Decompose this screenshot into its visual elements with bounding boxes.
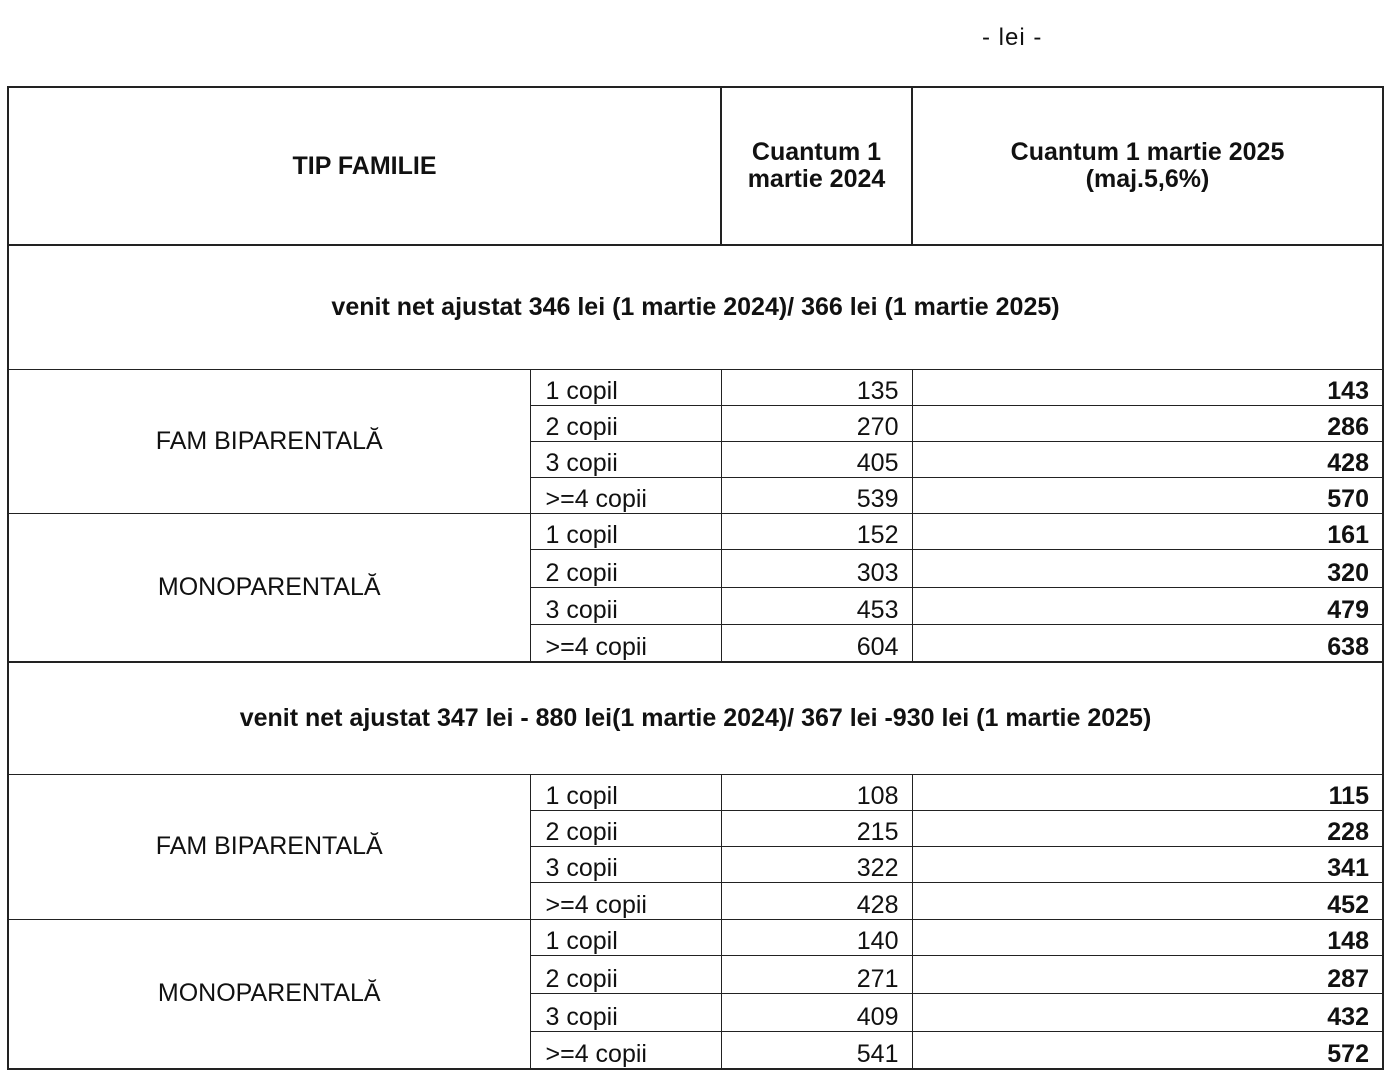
row-label: >=4 copii [530, 882, 721, 919]
table-row [8, 774, 1383, 810]
group-name: FAM BIPARENTALĂ [8, 774, 530, 919]
value-2024: 409 [721, 993, 912, 1031]
value-2025: 143 [912, 369, 1383, 405]
value-2024: 215 [721, 810, 912, 846]
row-label: 3 copii [530, 441, 721, 477]
value-2025: 570 [912, 477, 1383, 513]
row-label: 3 copii [530, 993, 721, 1031]
value-2025: 432 [912, 993, 1383, 1031]
value-2024: 604 [721, 624, 912, 662]
value-2024: 428 [721, 882, 912, 919]
section-title: venit net ajustat 347 lei - 880 lei(1 martie 2024)/ 367 lei -930 lei (1 martie 2025) [8, 662, 1383, 774]
value-2024: 108 [721, 774, 912, 810]
value-2024: 303 [721, 549, 912, 587]
value-2024: 271 [721, 955, 912, 993]
group-name: MONOPARENTALĂ [8, 513, 530, 662]
value-2024: 539 [721, 477, 912, 513]
allowance-table [7, 86, 1384, 1070]
row-label: 2 copii [530, 549, 721, 587]
value-2024: 152 [721, 513, 912, 549]
value-2024: 453 [721, 587, 912, 624]
group-name: FAM BIPARENTALĂ [8, 369, 530, 513]
value-2024: 135 [721, 369, 912, 405]
row-label: 2 copii [530, 955, 721, 993]
header-2025: Cuantum 1 martie 2025 (maj.5,6%) [912, 87, 1383, 245]
value-2024: 140 [721, 919, 912, 955]
row-label: 1 copil [530, 774, 721, 810]
value-2025: 148 [912, 919, 1383, 955]
section-header-row [8, 245, 1383, 369]
value-2025: 228 [912, 810, 1383, 846]
row-label: >=4 copii [530, 624, 721, 662]
row-label: 2 copii [530, 405, 721, 441]
value-2025: 638 [912, 624, 1383, 662]
group-name: MONOPARENTALĂ [8, 919, 530, 1069]
row-label: 1 copil [530, 513, 721, 549]
row-label: 1 copil [530, 919, 721, 955]
value-2025: 320 [912, 549, 1383, 587]
row-label: >=4 copii [530, 1031, 721, 1069]
table-row [8, 369, 1383, 405]
row-label: 1 copil [530, 369, 721, 405]
value-2025: 479 [912, 587, 1383, 624]
unit-note: - lei - [982, 24, 1043, 51]
table-row [8, 513, 1383, 549]
section-title: venit net ajustat 346 lei (1 martie 2024)/ 366 lei (1 martie 2025) [8, 245, 1383, 369]
row-label: 3 copii [530, 587, 721, 624]
value-2025: 341 [912, 846, 1383, 882]
value-2024: 405 [721, 441, 912, 477]
value-2025: 115 [912, 774, 1383, 810]
row-label: 2 copii [530, 810, 721, 846]
header-type: TIP FAMILIE [8, 87, 721, 245]
value-2024: 541 [721, 1031, 912, 1069]
table-row [8, 919, 1383, 955]
value-2024: 322 [721, 846, 912, 882]
value-2024: 270 [721, 405, 912, 441]
header-row [8, 87, 1383, 245]
header-2024: Cuantum 1 martie 2024 [721, 87, 912, 245]
value-2025: 452 [912, 882, 1383, 919]
value-2025: 428 [912, 441, 1383, 477]
row-label: 3 copii [530, 846, 721, 882]
row-label: >=4 copii [530, 477, 721, 513]
section-header-row [8, 662, 1383, 774]
value-2025: 287 [912, 955, 1383, 993]
value-2025: 286 [912, 405, 1383, 441]
value-2025: 161 [912, 513, 1383, 549]
value-2025: 572 [912, 1031, 1383, 1069]
